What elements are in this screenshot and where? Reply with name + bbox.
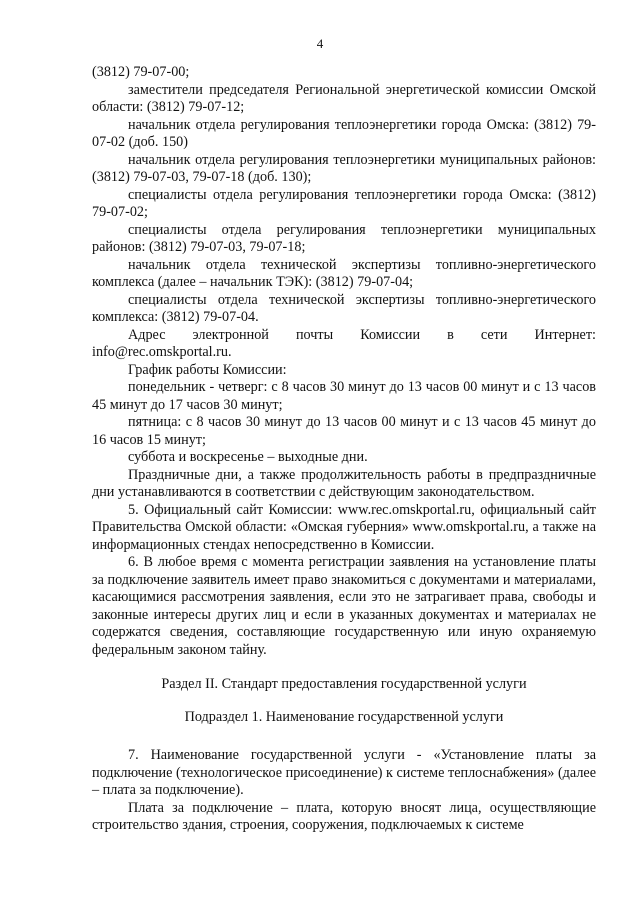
paragraph: 5. Официальный сайт Комиссии: www.rec.omskportal.ru, официальный сайт Правительства Омской области: «Омская губерния» www.omskportal.ru, а также на информационных стендах непосредственно в Комиссии. <box>92 501 596 553</box>
paragraph: (3812) 79-07-00; <box>92 64 190 80</box>
subsection-heading: Подраздел 1. Наименование государственной услуги <box>184 708 504 725</box>
paragraph: заместители председателя Региональной энергетической комиссии Омской области: (3812) 79-07-12; <box>92 81 596 115</box>
contacts-and-schedule-block <box>92 64 596 659</box>
document-body <box>92 64 596 835</box>
paragraph: начальник отдела регулирования теплоэнергетики города Омска: (3812) 79-07-02 (доб. 150) <box>92 116 596 150</box>
paragraph: понедельник - четверг: с 8 часов 30 минут до 13 часов 00 минут и с 13 часов 45 минут до 17 часов 30 минут; <box>92 379 596 413</box>
page-number: 4 <box>316 36 324 51</box>
paragraph: График работы Комиссии: <box>128 361 287 378</box>
paragraph: специалисты отдела технической экспертизы топливно-энергетического комплекса: (3812) 79-07-04. <box>92 291 596 325</box>
paragraph: суббота и воскресенье – выходные дни. <box>128 449 368 465</box>
paragraph: Адрес электронной почты Комиссии в сети Интернет: info@rec.omskportal.ru. <box>92 326 596 360</box>
service-name-block <box>92 747 596 835</box>
paragraph: начальник отдела технической экспертизы топливно-энергетического комплекса (далее – начальник ТЭК): (3812) 79-07-04; <box>92 256 596 290</box>
paragraph: Плата за подключение – плата, которую вносят лица, осуществляющие строительство здания, строения, сооружения, подключаемых к системе <box>92 799 596 833</box>
paragraph: 6. В любое время с момента регистрации заявления на установление платы за подключение заявитель имеет право знакомиться с документами и материалами, касающимися рассмотрения заявления, если это не затрагивает права, свободы и законные интересы других лиц и если в указанных документах и материалах не содержатся сведения, составляющие государственную или иную охраняемую федеральным законом тайну. <box>92 554 596 658</box>
paragraph: специалисты отдела регулирования теплоэнергетики муниципальных районов: (3812) 79-07-03, 79-07-18; <box>92 221 596 255</box>
section-heading: Раздел II. Стандарт предоставления государственной услуги <box>161 676 527 692</box>
paragraph: специалисты отдела регулирования теплоэнергетики города Омска: (3812) 79-07-02; <box>92 186 596 220</box>
paragraph: начальник отдела регулирования теплоэнергетики муниципальных районов: (3812) 79-07-03, 79-07-18 (доб. 130); <box>92 151 596 185</box>
paragraph: 7. Наименование государственной услуги - «Установление платы за подключение (технологическое присоединение) к системе теплоснабжения» (далее – плата за подключение). <box>92 747 596 798</box>
paragraph: пятница: с 8 часов 30 минут до 13 часов 00 минут и с 13 часов 45 минут до 16 часов 15 минут; <box>92 414 596 448</box>
paragraph: Праздничные дни, а также продолжительность работы в предпраздничные дни устанавливаются в соответствии с действующим законодательством. <box>92 466 596 500</box>
